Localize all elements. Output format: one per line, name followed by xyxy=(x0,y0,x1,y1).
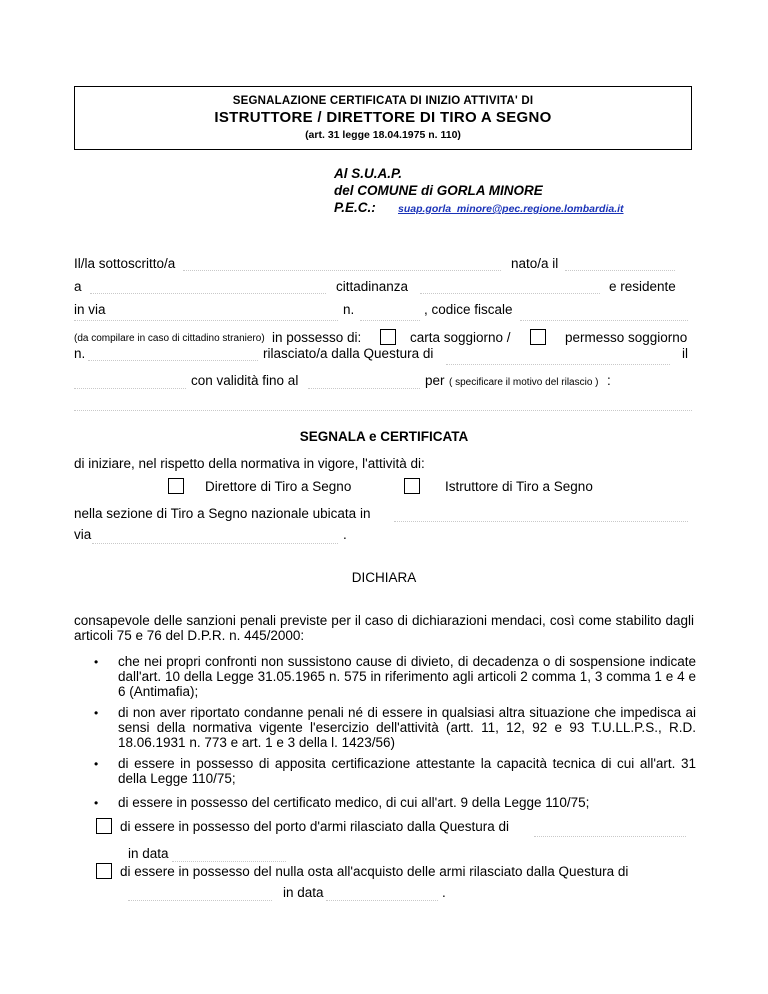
carta-soggiorno-checkbox[interactable] xyxy=(380,329,396,345)
istruttore-checkbox[interactable] xyxy=(404,478,420,494)
direttore-checkbox[interactable] xyxy=(168,478,184,494)
label-colon: : xyxy=(607,373,611,388)
label-final-dot: . xyxy=(442,885,446,900)
recipient-line-1: Al S.U.A.P. xyxy=(334,166,403,181)
bullet-1-symbol: • xyxy=(94,655,99,669)
label-porto-in-data: in data xyxy=(128,846,169,861)
title-box xyxy=(74,86,692,150)
sezione-street-field[interactable] xyxy=(92,529,338,544)
label-sezione: nella sezione di Tiro a Segno nazionale ubicata in xyxy=(74,506,371,521)
label-a: a xyxy=(74,279,82,294)
bullet-2-symbol: • xyxy=(94,706,99,720)
pec-email-link[interactable]: suap.gorla_minore@pec.regione.lombardia.it xyxy=(398,203,624,215)
label-possesso: in possesso di: xyxy=(272,330,362,345)
birth-date-field[interactable] xyxy=(565,256,675,271)
label-porto-armi: di essere in possesso del porto d'armi rilasciato dalla Questura di xyxy=(120,819,510,834)
label-nulla-osta: di essere in possesso del nulla osta all'acquisto delle armi rilasciato dalla Questura di xyxy=(120,864,629,879)
label-sottoscritto: Il/la sottoscritto/a xyxy=(74,256,176,271)
title-line-3: (art. 31 legge 18.04.1975 n. 110) xyxy=(305,129,461,141)
street-field[interactable] xyxy=(74,306,338,321)
permesso-soggiorno-checkbox[interactable] xyxy=(530,329,546,345)
tax-code-field[interactable] xyxy=(520,306,688,321)
label-nato: nato/a il xyxy=(511,256,559,271)
nulla-osta-date-field[interactable] xyxy=(326,886,438,901)
label-n: n. xyxy=(343,302,355,317)
doc-number-field[interactable] xyxy=(88,346,258,361)
label-carta-soggiorno: carta soggiorno / xyxy=(410,330,511,345)
citizenship-field[interactable] xyxy=(420,279,600,294)
nulla-osta-checkbox[interactable] xyxy=(96,863,112,879)
porto-armi-checkbox[interactable] xyxy=(96,818,112,834)
label-direttore: Direttore di Tiro a Segno xyxy=(205,479,352,494)
porto-date-field[interactable] xyxy=(172,847,286,862)
label-residente: e residente xyxy=(609,279,676,294)
label-motivo: ( specificare il motivo del rilascio ) xyxy=(449,377,599,388)
bullet-1: che nei propri confronti non sussistono cause di divieto, di decadenza o di sospensione indicate dall'art. 10 della Legge 31.05.1965 n. 575 in riferimento agli articoli 2 comma 1, 3 comma 1 e 4 e 6 (Antimafia); xyxy=(118,654,696,699)
label-nulla-osta-in-data: in data xyxy=(283,885,324,900)
title-line-1: SEGNALAZIONE CERTIFICATA DI INIZIO ATTIVITA' DI xyxy=(232,95,534,107)
label-rilasciato: rilasciato/a dalla Questura di xyxy=(263,346,434,361)
label-cittadinanza: cittadinanza xyxy=(336,279,409,294)
bullet-4-symbol: • xyxy=(94,796,99,810)
label-validita: con validità fino al xyxy=(191,373,299,388)
label-codice-fiscale: , codice fiscale xyxy=(424,302,513,317)
label-il: il xyxy=(682,346,688,361)
dichiara-heading: DICHIARA xyxy=(351,570,417,585)
recipient-line-2: del COMUNE di GORLA MINORE xyxy=(334,183,543,198)
street-number-field[interactable] xyxy=(360,306,420,321)
validity-date-field[interactable] xyxy=(308,374,420,389)
segnala-intro: di iniziare, nel rispetto della normativa in vigore, l'attività di: xyxy=(74,456,425,471)
bullet-3: di essere in possesso di apposita certificazione attestante la capacità tecnica di cui all'art. 31 della Legge 110/75; xyxy=(118,756,696,786)
questura-field[interactable] xyxy=(446,350,670,365)
label-doc-n: n. xyxy=(74,346,86,361)
reason-field[interactable] xyxy=(74,396,692,411)
recipient-pec-label: P.E.C.: xyxy=(334,200,376,215)
bullet-4: di essere in possesso del certificato medico, di cui all'art. 9 della Legge 110/75; xyxy=(118,795,590,810)
birthplace-field[interactable] xyxy=(90,279,326,294)
label-per: per xyxy=(425,373,445,388)
porto-questura-field[interactable] xyxy=(534,822,686,837)
segnala-heading: SEGNALA e CERTIFICATA xyxy=(299,429,469,444)
nulla-osta-questura-field[interactable] xyxy=(128,886,272,901)
sezione-location-field[interactable] xyxy=(394,507,688,522)
label-permesso-soggiorno: permesso soggiorno xyxy=(565,330,688,345)
dichiara-intro: consapevole delle sanzioni penali previste per il caso di dichiarazioni mendaci, così come stabilito dagli articoli 75 e 76 del D.P.R. n. 445/2000: xyxy=(74,613,694,643)
label-dot: . xyxy=(343,527,347,542)
bullet-3-symbol: • xyxy=(94,757,99,771)
label-istruttore: Istruttore di Tiro a Segno xyxy=(445,479,593,494)
bullet-2: di non aver riportato condanne penali né di essere in qualsiasi altra situazione che impedisca ai sensi della normativa vigente l'esercizio dell'attività (artt. 11, 12, 92 e 93 T.U.LL.P.S., R.D. 18.06.1931 n. 773 e art. 1 e 3 della l. 1423/56) xyxy=(118,705,696,750)
foreign-note: (da compilare in caso di cittadino straniero) xyxy=(74,333,265,344)
title-line-2: ISTRUTTORE / DIRETTORE DI TIRO A SEGNO xyxy=(214,109,552,126)
issue-date-field[interactable] xyxy=(74,374,186,389)
name-field[interactable] xyxy=(183,256,501,271)
label-sezione-via: via xyxy=(74,527,92,542)
label-via: in via xyxy=(74,302,106,317)
